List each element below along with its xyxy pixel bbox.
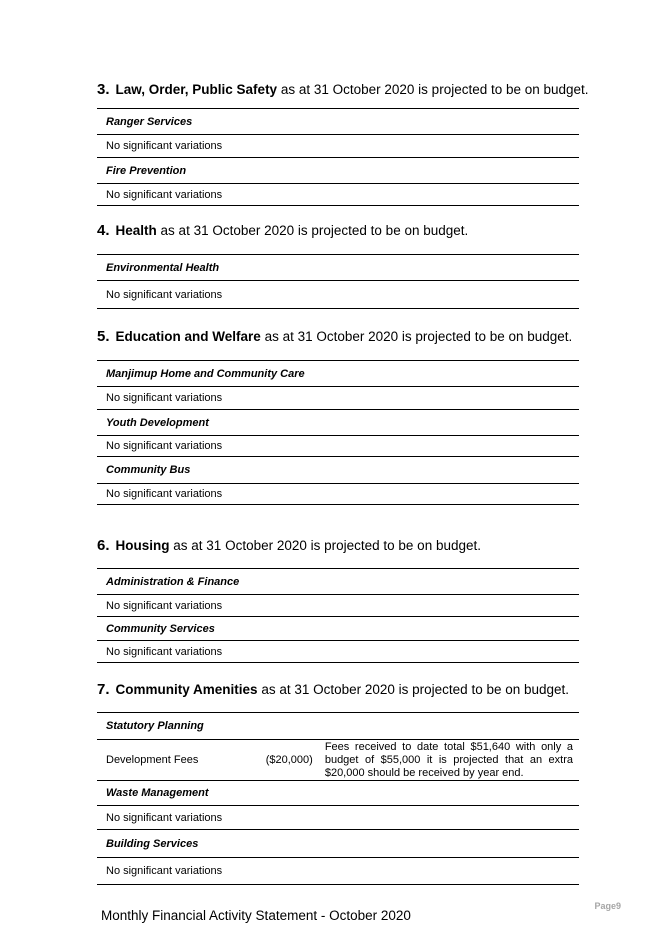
text-row: No significant variations: [97, 281, 579, 309]
subheading-row: Fire Prevention: [97, 158, 579, 184]
text-row: No significant variations: [97, 806, 579, 830]
section-heading: [97, 222, 579, 240]
text-row: No significant variations: [97, 484, 579, 505]
subheading-row: Environmental Health: [97, 255, 579, 281]
section-heading-text: as at 31 October 2020 is projected to be on budget.: [160, 223, 469, 238]
subheading-row: Manjimup Home and Community Care: [97, 361, 579, 387]
section-number: 6.: [97, 537, 110, 554]
section-heading-text: as at 31 October 2020 is projected to be on budget.: [264, 329, 573, 344]
section-topic: Health: [115, 223, 157, 238]
subheading-row: Ranger Services: [97, 109, 579, 135]
section-heading: [97, 81, 589, 99]
section-heading-text: as at 31 October 2020 is projected to be on budget.: [261, 682, 570, 697]
section-heading-text: as at 31 October 2020 is projected to be on budget.: [280, 82, 589, 97]
section-topic: Community Amenities: [115, 682, 258, 697]
page-number: Page9: [594, 901, 621, 911]
section-number: 4.: [97, 222, 110, 239]
text-row: No significant variations: [97, 387, 579, 410]
subheading-row: Community Services: [97, 617, 579, 641]
text-row: No significant variations: [97, 595, 579, 617]
section-heading: [97, 537, 579, 555]
section-number: 3.: [97, 81, 110, 98]
section-health: [97, 222, 579, 301]
detail-amount: ($20,000): [265, 754, 313, 766]
variance-table: [97, 108, 579, 206]
text-row: No significant variations: [97, 135, 579, 158]
detail-item: Development Fees: [106, 754, 199, 766]
variance-table: [97, 254, 579, 309]
section-number: 5.: [97, 328, 110, 345]
section-heading: [97, 681, 579, 699]
subheading-row: Youth Development: [97, 410, 579, 436]
footer-title: Monthly Financial Activity Statement - October 2020: [101, 908, 411, 923]
text-row: No significant variations: [97, 641, 579, 663]
variance-table: [97, 568, 579, 663]
subheading-row: Community Bus: [97, 457, 579, 484]
section-community-amenities: [97, 681, 579, 877]
detail-row: [97, 740, 579, 781]
text-row: No significant variations: [97, 436, 579, 457]
subheading-row: Building Services: [97, 830, 579, 858]
variance-table: [97, 360, 579, 505]
variance-table: [97, 712, 579, 885]
subheading-row: Administration & Finance: [97, 569, 579, 595]
section-law-order: [97, 81, 589, 201]
section-topic: Housing: [115, 538, 170, 553]
subheading-row: Statutory Planning: [97, 713, 579, 740]
section-education-welfare: [97, 328, 579, 500]
section-topic: Education and Welfare: [115, 329, 261, 344]
subheading-row: Waste Management: [97, 781, 579, 806]
section-heading-text: as at 31 October 2020 is projected to be on budget.: [173, 538, 481, 553]
text-row: No significant variations: [97, 858, 579, 885]
section-number: 7.: [97, 681, 110, 698]
section-housing: [97, 537, 579, 658]
text-row: No significant variations: [97, 184, 579, 206]
section-heading: [97, 328, 579, 346]
section-topic: Law, Order, Public Safety: [115, 82, 278, 97]
detail-comment: Fees received to date total $51,640 with only a budget of $55,000 it is projected that an extra $20,000 should be received by year end.: [324, 740, 574, 779]
